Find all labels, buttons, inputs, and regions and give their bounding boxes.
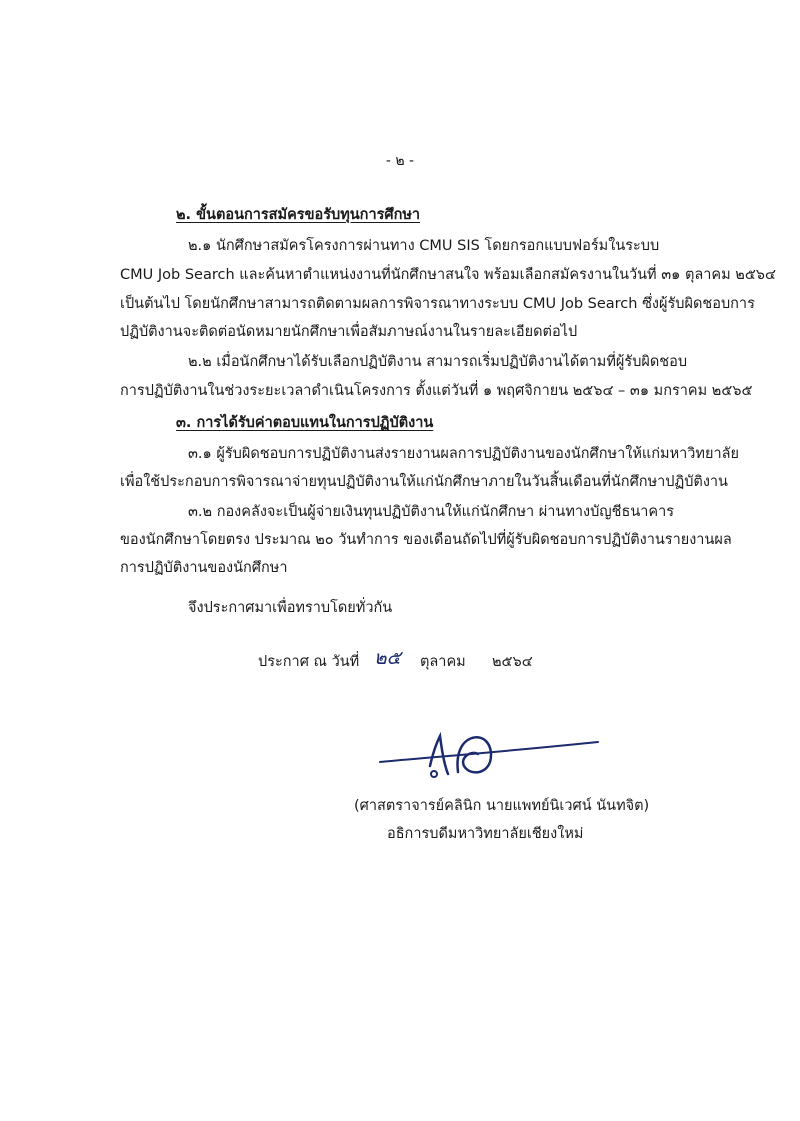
section-3-2-line: ของนักศึกษาโดยตรง ประมาณ ๒๐ วันทำการ ของเดือนถัดไปที่ผู้รับผิดชอบการปฏิบัติงานรายงานผล: [120, 532, 732, 548]
section-2-1-line: ๒.๑ นักศึกษาสมัครโครงการผ่านทาง CMU SIS โดยกรอกแบบฟอร์มในระบบ: [188, 238, 660, 254]
page-number: - ๒ -: [385, 153, 415, 169]
section-3-2-line: การปฏิบัติงานของนักศึกษา: [120, 560, 288, 576]
signature-mark: [360, 718, 620, 788]
section-2-2-line: การปฏิบัติงานในช่วงระยะเวลาดำเนินโครงการ ตั้งแต่วันที่ ๑ พฤศจิกายน ๒๕๖๔ – ๓๑ มกราคม ๒๕๖๕: [120, 383, 753, 399]
announce-prefix: ประกาศ ณ วันที่: [258, 654, 360, 670]
signatory-name: (ศาสตราจารย์คลินิก นายแพทย์นิเวศน์ นันทจิต): [354, 798, 650, 814]
section-3-1-line: ๓.๑ ผู้รับผิดชอบการปฏิบัติงานส่งรายงานผลการปฏิบัติงานของนักศึกษาให้แก่มหาวิทยาลัย: [188, 446, 739, 462]
closing-statement: จึงประกาศมาเพื่อทราบโดยทั่วกัน: [188, 600, 393, 616]
section-2-1-line: CMU Job Search และค้นหาตำแหน่งงานที่นักศึกษาสนใจ พร้อมเลือกสมัครงานในวันที่ ๓๑ ตุลาคม ๒๕๖๔: [120, 267, 776, 283]
section-3-1-line: เพื่อใช้ประกอบการพิจารณาจ่ายทุนปฏิบัติงานให้แก่นักศึกษาภายในวันสิ้นเดือนที่นักศึกษาปฏิบัติงาน: [120, 474, 728, 490]
section-3-heading: ๓. การได้รับค่าตอบแทนในการปฏิบัติงาน: [176, 415, 434, 431]
announce-day-handwritten: ๒๕: [374, 647, 401, 669]
signatory-title: อธิการบดีมหาวิทยาลัยเชียงใหม่: [387, 826, 584, 842]
section-3-2-line: ๓.๒ กองคลังจะเป็นผู้จ่ายเงินทุนปฏิบัติงานให้แก่นักศึกษา ผ่านทางบัญชีธนาคาร: [188, 504, 675, 520]
announce-year: ๒๕๖๔: [492, 654, 533, 670]
section-2-1-line: ปฏิบัติงานจะติดต่อนัดหมายนักศึกษาเพื่อสัมภาษณ์งานในรายละเอียดต่อไป: [120, 324, 578, 340]
announce-month: ตุลาคม: [420, 654, 466, 670]
section-2-heading: ๒. ขั้นตอนการสมัครขอรับทุนการศึกษา: [176, 207, 421, 223]
section-2-1-line: เป็นต้นไป โดยนักศึกษาสามารถติดตามผลการพิจารณาทางระบบ CMU Job Search ซึ่งผู้รับผิดชอบการ: [120, 296, 755, 312]
section-2-2-line: ๒.๒ เมื่อนักศึกษาได้รับเลือกปฏิบัติงาน สามารถเริ่มปฏิบัติงานได้ตามที่ผู้รับผิดชอบ: [188, 354, 688, 370]
